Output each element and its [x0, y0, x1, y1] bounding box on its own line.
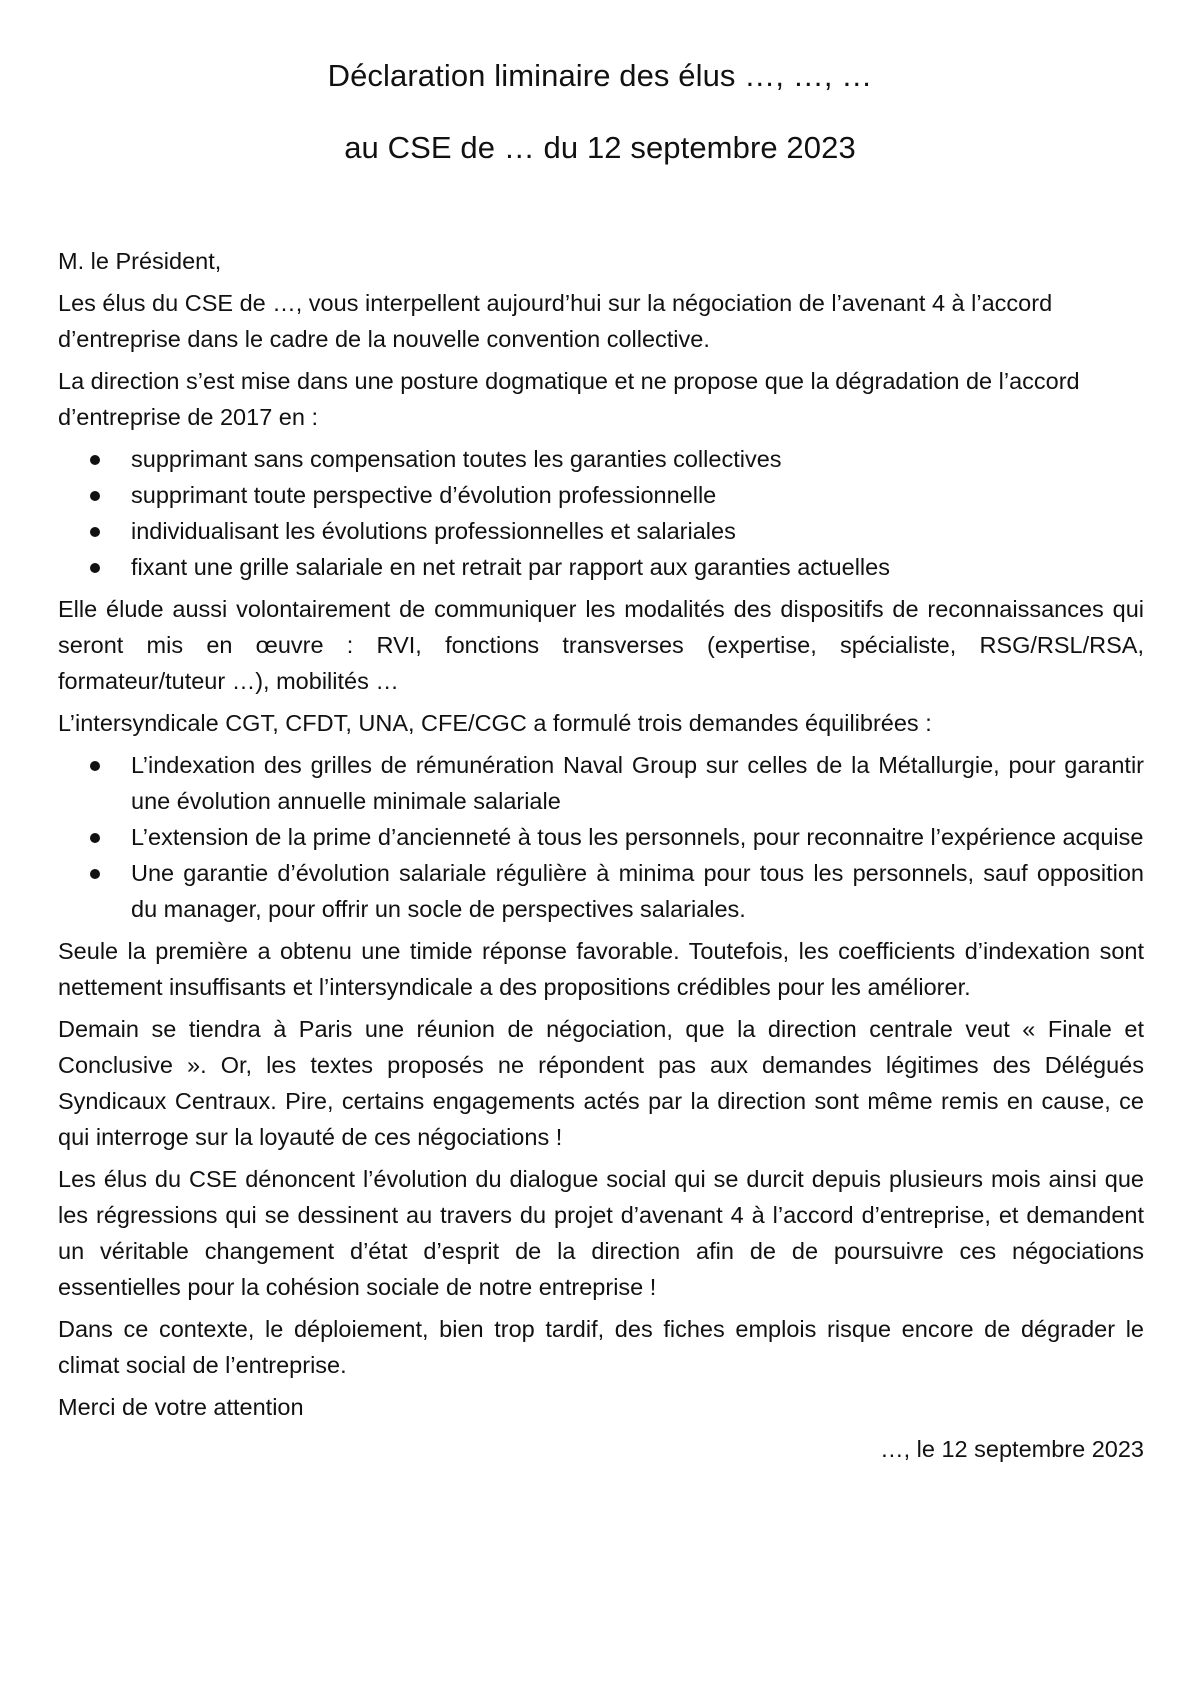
list-item	[58, 819, 1144, 855]
paragraph-intro: Les élus du CSE de …, vous interpellent aujourd’hui sur la négociation de l’avenant 4 à l’accord d’entreprise dans le cadre de la nouvelle convention collective.	[58, 290, 1053, 352]
bullet-icon	[90, 869, 100, 879]
bullet-icon	[90, 491, 100, 501]
document-title	[0, 56, 1200, 200]
bullet-icon	[90, 563, 100, 573]
demands-list	[58, 747, 1144, 927]
salutation: M. le Président,	[58, 248, 222, 274]
paragraph-first-demand: Seule la première a obtenu une timide réponse favorable. Toutefois, les coefficients d’indexation sont nettement insuffisants et l’intersyndicale a des propositions crédibles pour les améliorer.	[58, 938, 1144, 1000]
bullet-icon	[90, 455, 100, 465]
list-item	[58, 441, 1144, 477]
degradation-list	[58, 441, 1144, 585]
list-item-text: individualisant les évolutions professionnelles et salariales	[131, 518, 736, 544]
list-item	[58, 477, 1144, 513]
list-item-text: fixant une grille salariale en net retrait par rapport aux garanties actuelles	[131, 554, 890, 580]
title-line-2: au CSE de … du 12 septembre 2023	[344, 130, 856, 165]
paragraph-recognition: Elle élude aussi volontairement de communiquer les modalités des dispositifs de reconnaissances qui seront mis en œuvre : RVI, fonctions transverses (expertise, spécialiste, RSG/RSL/RSA, formateur/tuteur …), mobilités …	[58, 596, 1144, 694]
paragraph-job-sheets: Dans ce contexte, le déploiement, bien trop tardif, des fiches emplois risque encore de dégrader le climat social de l’entreprise.	[58, 1316, 1144, 1378]
bullet-icon	[90, 761, 100, 771]
list-item-text: supprimant toute perspective d’évolution professionnelle	[131, 482, 717, 508]
paragraph-denunciation: Les élus du CSE dénoncent l’évolution du dialogue social qui se durcit depuis plusieurs mois ainsi que les régressions qui se dessinent au travers du projet d’avenant 4 à l’accord d’entreprise, et demandent un véritable changement d’état d’esprit de la direction afin de de poursuivre ces négociations essentielles pour la cohésion sociale de notre entreprise !	[58, 1166, 1144, 1300]
bullet-icon	[90, 527, 100, 537]
list-item-text: Une garantie d’évolution salariale régulière à minima pour tous les personnels, sauf opposition du manager, pour offrir un socle de perspectives salariales.	[131, 860, 1144, 922]
paragraph-intersyndicale: L’intersyndicale CGT, CFDT, UNA, CFE/CGC a formulé trois demandes équilibrées :	[58, 710, 932, 736]
list-item	[58, 747, 1144, 819]
list-item	[58, 549, 1144, 585]
title-line-1: Déclaration liminaire des élus …, …, …	[327, 58, 873, 93]
list-item-text: L’extension de la prime d’ancienneté à tous les personnels, pour reconnaitre l’expérience acquise	[131, 824, 1144, 850]
list-item	[58, 855, 1144, 927]
list-item-text: L’indexation des grilles de rémunération Naval Group sur celles de la Métallurgie, pour garantir une évolution annuelle minimale salariale	[131, 752, 1144, 814]
closing: Merci de votre attention	[58, 1394, 304, 1420]
document-body	[58, 243, 1144, 1473]
paragraph-direction-posture: La direction s’est mise dans une posture dogmatique et ne propose que la dégradation de l’accord d’entreprise de 2017 en :	[58, 368, 1080, 430]
list-item-text: supprimant sans compensation toutes les garanties collectives	[131, 446, 782, 472]
paragraph-negotiation-meeting: Demain se tiendra à Paris une réunion de négociation, que la direction centrale veut « Finale et Conclusive ». Or, les textes proposés ne répondent pas aux demandes légitimes des Délégués Syndicaux Centraux. Pire, certains engagements actés par la direction sont même remis en cause, ce qui interroge sur la loyauté de ces négociations !	[58, 1016, 1144, 1150]
date-signoff: …, le 12 septembre 2023	[880, 1436, 1144, 1462]
bullet-icon	[90, 833, 100, 843]
list-item	[58, 513, 1144, 549]
